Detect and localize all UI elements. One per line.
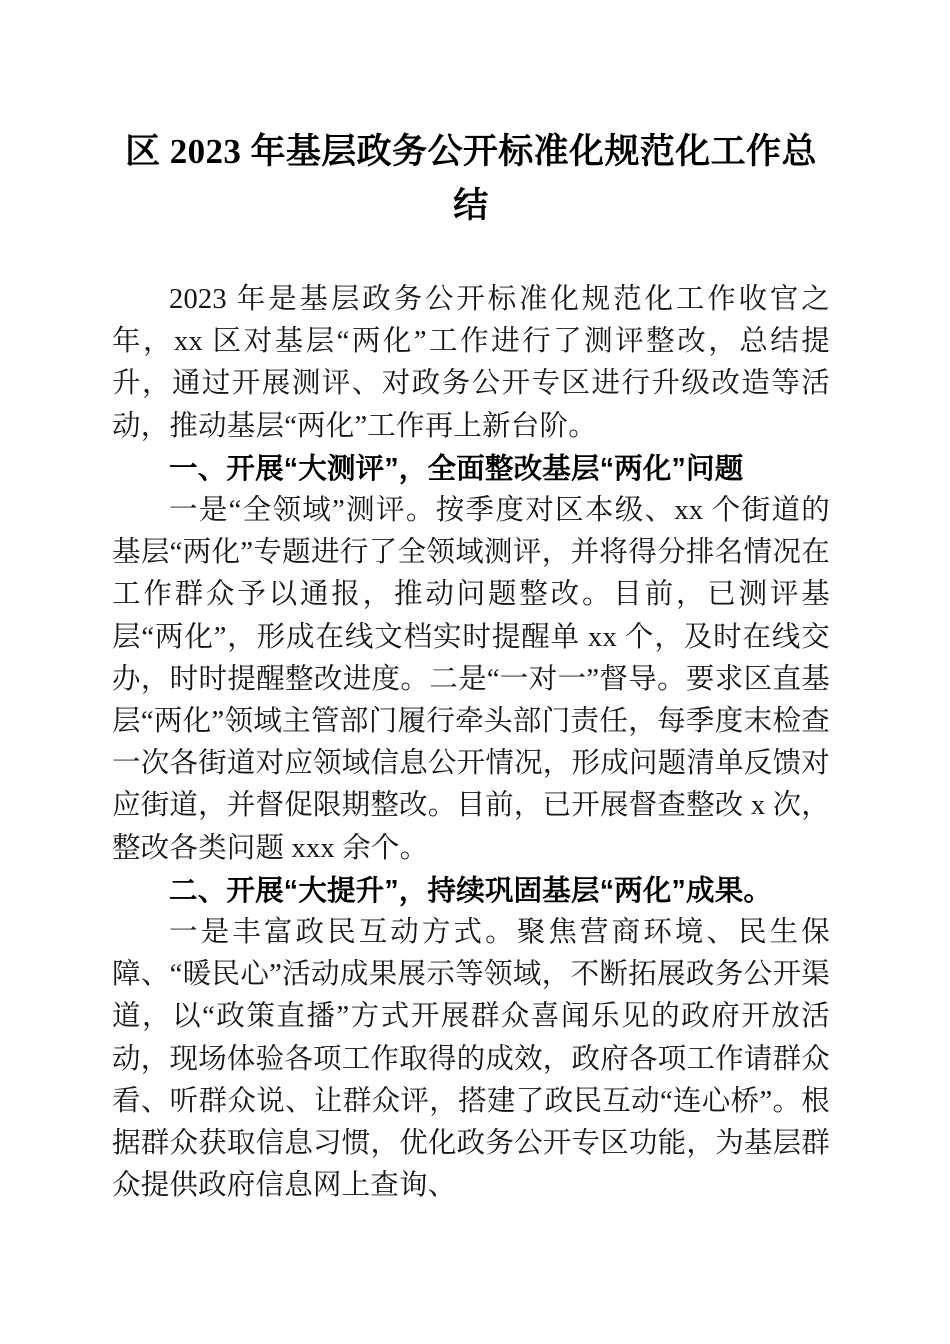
page-title: 区 2023 年基层政务公开标准化规范化工作总结 <box>125 132 817 225</box>
paragraph-intro: 2023 年是基层政务公开标准化规范化工作收官之年，xx 区对基层“两化”工作进行了测评整改，总结提升，通过开展测评、对政务公开专区进行升级改造等活动，推动基层“两化”工作再上新台阶。 <box>112 284 830 442</box>
document-content <box>112 0 830 1207</box>
section-heading-1: 一、开展“大测评”，全面整改基层“两化”问题 <box>169 452 744 485</box>
section-heading-2: 二、开展“大提升”，持续巩固基层“两化”成果。 <box>169 874 773 907</box>
paragraph-section-1-body: 一是“全领域”测评。按季度对区本级、xx 个街道的基层“两化”专题进行了全领域测评，并将得分排名情况在工作群众予以通报，推动问题整改。目前，已测评基层“两化”，形成在线文档实时提醒单 xx 个，及时在线交办，时时提醒整改进度。二是“一对一”督导。要求区直基层“两化”领域主管部门履行牵头部门责任，每季度末检查一次各街道对应领域信息公开情况，形成问题清单反馈对应街道，并督促限期整改。目前，已开展督查整改 x 次，整改各类问题 xxx 余个。 <box>112 495 830 864</box>
paragraph-section-2-body: 一是丰富政民互动方式。聚焦营商环境、民生保障、“暖民心”活动成果展示等领域，不断拓展政务公开渠道，以“政策直播”方式开展群众喜闻乐见的政府开放活动，现场体验各项工作取得的成效，政府各项工作请群众看、听群众说、让群众评，搭建了政民互动“连心桥”。根据群众获取信息习惯，优化政务公开专区功能，为基层群众提供政府信息网上查询、 <box>112 917 830 1202</box>
